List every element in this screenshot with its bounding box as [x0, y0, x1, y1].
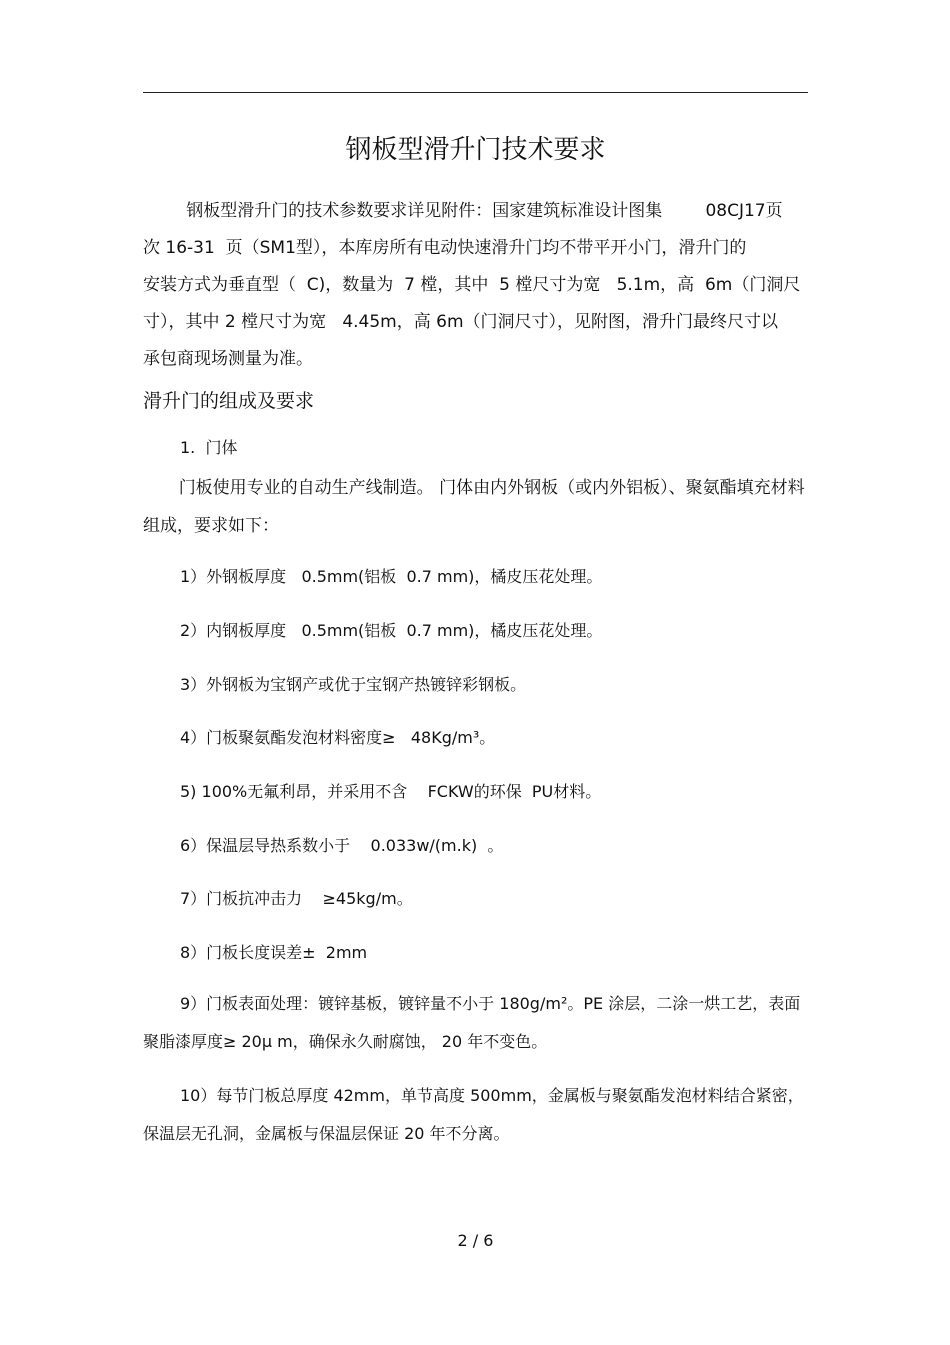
- list-item: 8）门板长度误差± 2mm: [180, 943, 368, 962]
- subsection-heading: 1. 门体: [180, 438, 238, 457]
- list-item: 2）内钢板厚度 0.5mm(铝板 0.7 mm)，橘皮压花处理。: [180, 621, 603, 640]
- page-number: 2 / 6: [457, 1231, 494, 1250]
- intro-line-2: 次 16-31 页（SM1型），本库房所有电动快速滑升门均不带平开小门，滑升门的: [143, 238, 747, 258]
- list-item: 5) 100%无氟利昂，并采用不含 FCKW的环保 PU材料。: [180, 782, 602, 801]
- intro-line-1: 钢板型滑升门的技术参数要求详见附件：国家建筑标准设计图集 08CJ17页: [143, 201, 783, 221]
- list-item: 6）保温层导热系数小于 0.033w/(m.k) 。: [180, 836, 504, 855]
- list-item-wrapped: 10）每节门板总厚度 42mm，单节高度 500mm，金属板与聚氨酯发泡材料结合紧密，保温层无孔洞，金属板与保温层保证 20 年不分离。: [143, 1086, 804, 1143]
- document-title: 钢板型滑升门技术要求: [345, 135, 606, 165]
- header-rule: [143, 92, 808, 93]
- list-item: 1）外钢板厚度 0.5mm(铝板 0.7 mm)，橘皮压花处理。: [180, 567, 603, 586]
- intro-line-4: 寸），其中 2 樘尺寸为宽 4.45m，高 6m（门洞尺寸），见附图，滑升门最终尺寸以: [143, 312, 779, 332]
- list-item: 4）门板聚氨酯发泡材料密度≥ 48Kg/m³。: [180, 728, 496, 747]
- list-item: 7）门板抗冲击力 ≥45kg/m。: [180, 889, 413, 908]
- body-paragraph: 门板使用专业的自动生产线制造。 门体由内外钢板（或内外铝板）、聚氨酯填充材料组成，要求如下：: [143, 478, 805, 536]
- list-item-wrapped: 9）门板表面处理：镀锌基板，镀锌量不小于 180g/m²。PE 涂层，二涂一烘工艺，表面聚脂漆厚度≥ 20μ m，确保永久耐腐蚀， 20 年不变色。: [143, 994, 801, 1051]
- list-item: 3）外钢板为宝钢产或优于宝钢产热镀锌彩钢板。: [180, 675, 527, 694]
- section-heading: 滑升门的组成及要求: [143, 390, 315, 412]
- intro-line-5: 承包商现场测量为准。: [143, 349, 313, 369]
- intro-line-3: 安装方式为垂直型（ C)，数量为 7 樘，其中 5 樘尺寸为宽 5.1m，高 6m（门洞尺: [143, 275, 801, 295]
